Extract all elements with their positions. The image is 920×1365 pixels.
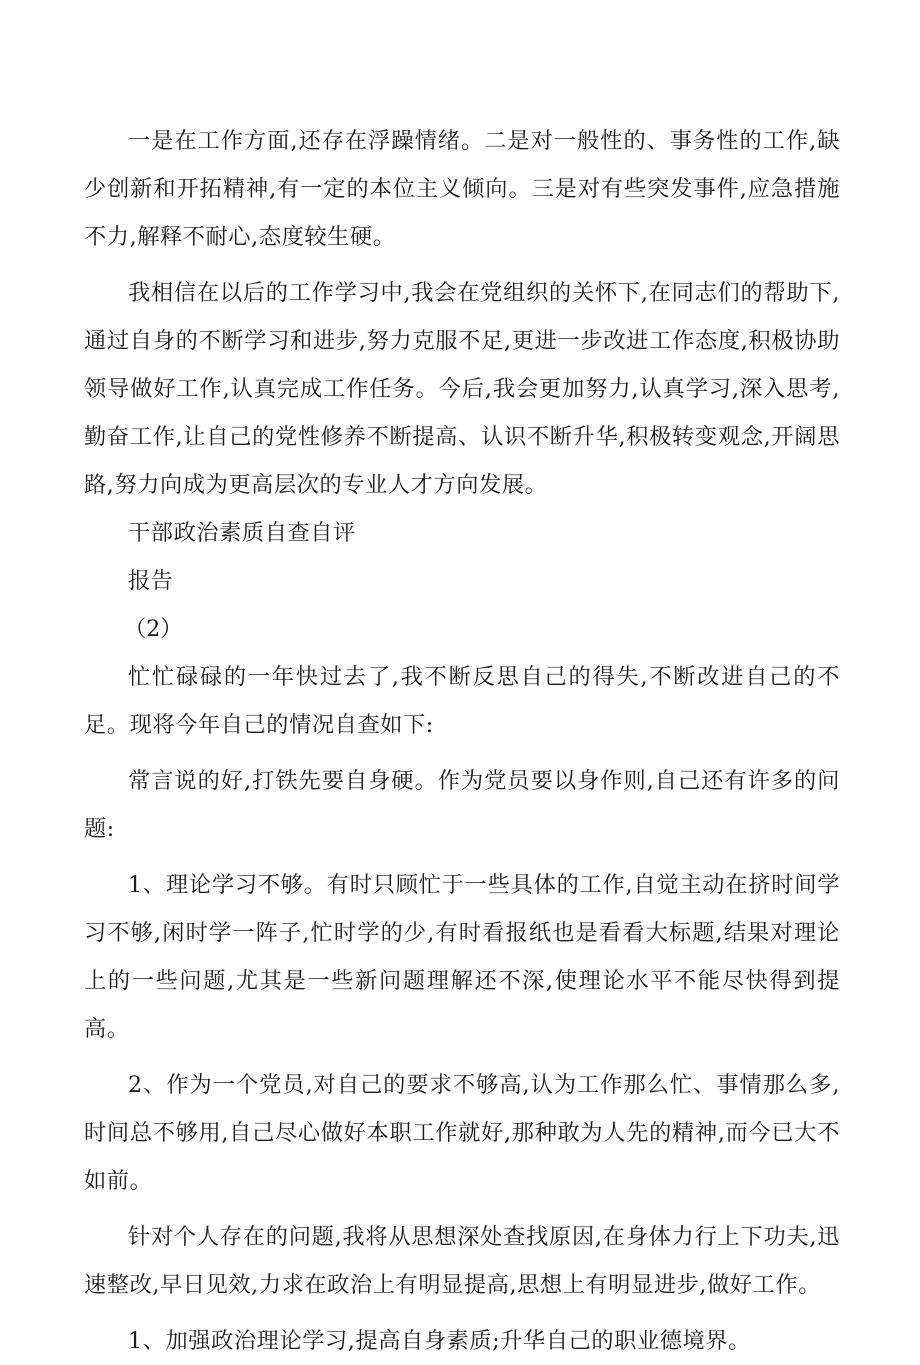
section-number: （2） <box>124 616 183 642</box>
paragraph-issue-1: 1、理论学习不够。有时只顾忙于一些具体的工作,自觉主动在挤时间学习不够,闲时学一阵子,忙时学的少,有时看报纸也是看看大标题,结果对理论上的一些问题,尤其是一些新问题理解还不深,使理论水平不能尽快得到提高。 <box>84 872 840 1042</box>
paragraph-commitment: 我相信在以后的工作学习中,我会在党组织的关怀下,在同志们的帮助下,通过自身的不断学习和进步,努力克服不足,更进一步改进工作态度,积极协助领导做好工作,认真完成工作任务。今后,我会更加努力,认真学习,深入思考,勤奋工作,让自己的党性修养不断提高、认识不断升华,积极转变观念,开阔思路,努力向成为更高层次的专业人才方向发展。 <box>84 280 840 498</box>
report-title-line-1: 干部政治素质自查自评 <box>128 520 356 546</box>
paragraph-intro: 忙忙碌碌的一年快过去了,我不断反思自己的得失,不断改进自己的不足。现将今年自己的情况自查如下: <box>84 664 840 738</box>
document-body <box>84 117 840 1365</box>
paragraph-issue-2: 2、作为一个党员,对自己的要求不够高,认为工作那么忙、事情那么多,时间总不够用,自己尽心做好本职工作就好,那种敢为人先的精神,而今已大不如前。 <box>84 1072 840 1194</box>
paragraph-saying: 常言说的好,打铁先要自身硬。作为党员要以身作则,自己还有许多的问题: <box>84 768 840 842</box>
paragraph-shortcomings: 一是在工作方面,还存在浮躁情绪。二是对一般性的、事务性的工作,缺少创新和开拓精神,有一定的本位主义倾向。三是对有些突发事件,应急措施不力,解释不耐心,态度较生硬。 <box>84 128 840 250</box>
report-title-line-2: 报告 <box>128 568 174 594</box>
paragraph-remedy: 针对个人存在的问题,我将从思想深处查找原因,在身体力行上下功夫,迅速整改,早日见效,力求在政治上有明显提高,思想上有明显进步,做好工作。 <box>84 1224 840 1298</box>
paragraph-measure-1: 1、加强政治理论学习,提高自身素质;升华自己的职业德境界。 <box>128 1328 751 1354</box>
